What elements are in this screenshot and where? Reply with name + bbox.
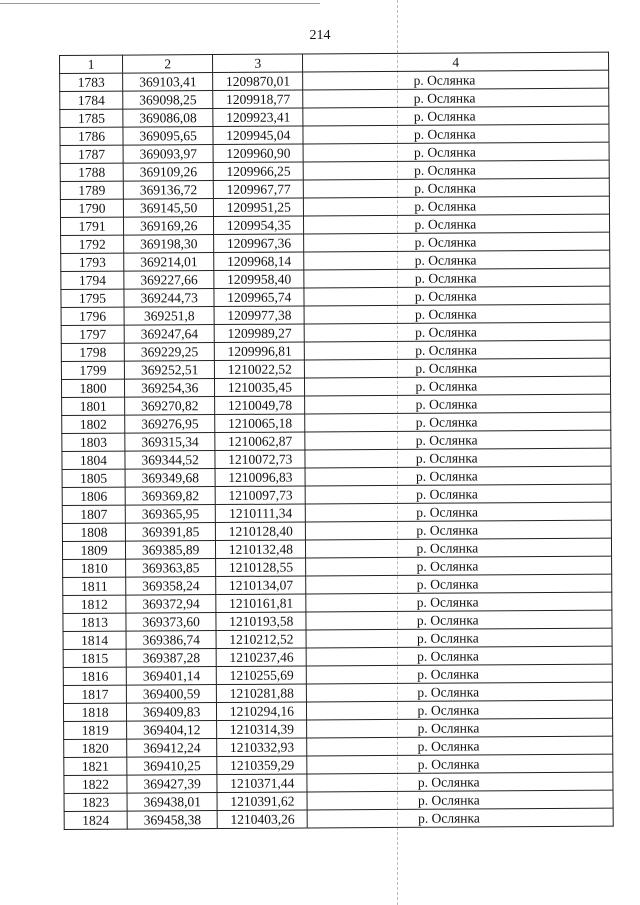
description-cell: р. Ослянка [307, 682, 613, 702]
y-coordinate-cell: 1210237,46 [216, 648, 306, 667]
y-coordinate-cell: 1209870,01 [213, 72, 303, 91]
point-number-cell: 1813 [63, 613, 126, 631]
point-number-cell: 1787 [60, 145, 123, 163]
y-coordinate-cell: 1209945,04 [213, 126, 303, 145]
y-coordinate-cell: 1210359,29 [217, 756, 307, 775]
description-cell: р. Ослянка [306, 538, 612, 558]
y-coordinate-cell: 1209967,36 [214, 234, 304, 253]
description-cell: р. Ослянка [305, 322, 611, 342]
x-coordinate-cell: 369363,85 [126, 559, 216, 578]
description-cell: р. Ослянка [305, 394, 611, 414]
x-coordinate-cell: 369136,72 [123, 181, 213, 200]
description-cell: р. Ослянка [306, 502, 612, 522]
description-cell: р. Ослянка [303, 70, 609, 90]
table-body [60, 70, 614, 829]
x-coordinate-cell: 369093,97 [123, 145, 213, 164]
description-cell: р. Ослянка [304, 160, 610, 180]
x-coordinate-cell: 369427,39 [127, 775, 217, 794]
coordinates-table [59, 52, 614, 830]
point-number-cell: 1791 [60, 217, 123, 235]
point-number-cell: 1788 [60, 163, 123, 181]
description-cell: р. Ослянка [304, 178, 610, 198]
y-coordinate-cell: 1210281,88 [217, 684, 307, 703]
x-coordinate-cell: 369109,26 [123, 163, 213, 182]
description-cell: р. Ослянка [308, 808, 614, 828]
y-coordinate-cell: 1209966,25 [213, 162, 303, 181]
y-coordinate-cell: 1210332,93 [217, 738, 307, 757]
x-coordinate-cell: 369169,26 [124, 217, 214, 236]
point-number-cell: 1811 [63, 577, 126, 595]
y-coordinate-cell: 1209967,77 [214, 180, 304, 199]
y-coordinate-cell: 1210022,52 [215, 360, 305, 379]
x-coordinate-cell: 369387,28 [126, 649, 216, 668]
x-coordinate-cell: 369247,64 [124, 325, 214, 344]
description-cell: р. Ослянка [307, 664, 613, 684]
y-coordinate-cell: 1210391,62 [217, 792, 307, 811]
x-coordinate-cell: 369400,59 [126, 685, 216, 704]
point-number-cell: 1800 [61, 379, 124, 397]
y-coordinate-cell: 1210161,81 [216, 594, 306, 613]
point-number-cell: 1806 [62, 487, 125, 505]
y-coordinate-cell: 1209958,40 [214, 270, 304, 289]
column-header-4: 4 [303, 52, 609, 72]
description-cell: р. Ослянка [304, 214, 610, 234]
x-coordinate-cell: 369276,95 [125, 415, 215, 434]
y-coordinate-cell: 1210371,44 [217, 774, 307, 793]
point-number-cell: 1809 [62, 541, 125, 559]
x-coordinate-cell: 369098,25 [123, 91, 213, 110]
x-coordinate-cell: 369385,89 [126, 541, 216, 560]
description-cell: р. Ослянка [304, 304, 610, 324]
description-cell: р. Ослянка [305, 376, 611, 396]
point-number-cell: 1796 [61, 307, 124, 325]
description-cell: р. Ослянка [304, 250, 610, 270]
point-number-cell: 1799 [61, 361, 124, 379]
point-number-cell: 1812 [63, 595, 126, 613]
description-cell: р. Ослянка [304, 286, 610, 306]
description-cell: р. Ослянка [307, 772, 613, 792]
x-coordinate-cell: 369438,01 [127, 793, 217, 812]
y-coordinate-cell: 1210314,39 [217, 720, 307, 739]
point-number-cell: 1817 [63, 685, 126, 703]
description-cell: р. Ослянка [305, 340, 611, 360]
x-coordinate-cell: 369270,82 [125, 397, 215, 416]
x-coordinate-cell: 369227,66 [124, 271, 214, 290]
description-cell: р. Ослянка [307, 736, 613, 756]
point-number-cell: 1785 [60, 109, 123, 127]
x-coordinate-cell: 369365,95 [125, 505, 215, 524]
description-cell: р. Ослянка [305, 466, 611, 486]
y-coordinate-cell: 1210065,18 [215, 414, 305, 433]
point-number-cell: 1794 [61, 271, 124, 289]
x-coordinate-cell: 369458,38 [127, 811, 217, 830]
point-number-cell: 1814 [63, 631, 126, 649]
y-coordinate-cell: 1210255,69 [217, 666, 307, 685]
point-number-cell: 1790 [60, 199, 123, 217]
column-header-1: 1 [60, 55, 123, 73]
description-cell: р. Ослянка [303, 106, 609, 126]
point-number-cell: 1802 [62, 415, 125, 433]
y-coordinate-cell: 1209989,27 [214, 324, 304, 343]
point-number-cell: 1793 [61, 253, 124, 271]
scan-artifact-top-line [0, 3, 320, 4]
point-number-cell: 1822 [64, 775, 127, 793]
description-cell: р. Ослянка [303, 124, 609, 144]
point-number-cell: 1783 [60, 73, 123, 91]
point-number-cell: 1815 [63, 649, 126, 667]
description-cell: р. Ослянка [305, 358, 611, 378]
x-coordinate-cell: 369358,24 [126, 577, 216, 596]
point-number-cell: 1820 [64, 739, 127, 757]
point-number-cell: 1808 [62, 523, 125, 541]
x-coordinate-cell: 369391,85 [125, 523, 215, 542]
y-coordinate-cell: 1210403,26 [217, 810, 307, 829]
y-coordinate-cell: 1209954,35 [214, 216, 304, 235]
y-coordinate-cell: 1210049,78 [215, 396, 305, 415]
description-cell: р. Ослянка [305, 448, 611, 468]
point-number-cell: 1804 [62, 451, 125, 469]
y-coordinate-cell: 1209960,90 [213, 144, 303, 163]
x-coordinate-cell: 369373,60 [126, 613, 216, 632]
description-cell: р. Ослянка [304, 232, 610, 252]
x-coordinate-cell: 369254,36 [125, 379, 215, 398]
point-number-cell: 1784 [60, 91, 123, 109]
description-cell: р. Ослянка [307, 700, 613, 720]
y-coordinate-cell: 1209951,25 [214, 198, 304, 217]
point-number-cell: 1786 [60, 127, 123, 145]
y-coordinate-cell: 1210072,73 [215, 450, 305, 469]
description-cell: р. Ослянка [304, 268, 610, 288]
y-coordinate-cell: 1210132,48 [216, 540, 306, 559]
y-coordinate-cell: 1210134,07 [216, 576, 306, 595]
y-coordinate-cell: 1209977,38 [214, 306, 304, 325]
x-coordinate-cell: 369145,50 [123, 199, 213, 218]
y-coordinate-cell: 1210111,34 [216, 504, 306, 523]
x-coordinate-cell: 369409,83 [127, 703, 217, 722]
x-coordinate-cell: 369412,24 [127, 739, 217, 758]
y-coordinate-cell: 1210128,55 [216, 558, 306, 577]
point-number-cell: 1797 [61, 325, 124, 343]
point-number-cell: 1792 [61, 235, 124, 253]
y-coordinate-cell: 1210193,58 [216, 612, 306, 631]
description-cell: р. Ослянка [304, 196, 610, 216]
description-cell: р. Ослянка [303, 88, 609, 108]
point-number-cell: 1824 [64, 811, 127, 829]
point-number-cell: 1818 [63, 703, 126, 721]
y-coordinate-cell: 1210294,16 [217, 702, 307, 721]
description-cell: р. Ослянка [306, 484, 612, 504]
y-coordinate-cell: 1210128,40 [216, 522, 306, 541]
x-coordinate-cell: 369369,82 [125, 487, 215, 506]
point-number-cell: 1805 [62, 469, 125, 487]
x-coordinate-cell: 369252,51 [124, 361, 214, 380]
table-row [64, 808, 613, 829]
column-header-2: 2 [123, 55, 213, 74]
x-coordinate-cell: 369251,8 [124, 307, 214, 326]
x-coordinate-cell: 369349,68 [125, 469, 215, 488]
point-number-cell: 1789 [60, 181, 123, 199]
description-cell: р. Ослянка [305, 430, 611, 450]
point-number-cell: 1819 [64, 721, 127, 739]
x-coordinate-cell: 369214,01 [124, 253, 214, 272]
x-coordinate-cell: 369401,14 [126, 667, 216, 686]
x-coordinate-cell: 369315,34 [125, 433, 215, 452]
x-coordinate-cell: 369404,12 [127, 721, 217, 740]
point-number-cell: 1823 [64, 793, 127, 811]
description-cell: р. Ослянка [307, 646, 613, 666]
x-coordinate-cell: 369386,74 [126, 631, 216, 650]
column-header-3: 3 [213, 54, 303, 73]
y-coordinate-cell: 1210062,87 [215, 432, 305, 451]
x-coordinate-cell: 369244,73 [124, 289, 214, 308]
point-number-cell: 1798 [61, 343, 124, 361]
description-cell: р. Ослянка [306, 592, 612, 612]
x-coordinate-cell: 369103,41 [123, 73, 213, 92]
description-cell: р. Ослянка [306, 628, 612, 648]
description-cell: р. Ослянка [306, 574, 612, 594]
point-number-cell: 1803 [62, 433, 125, 451]
point-number-cell: 1795 [61, 289, 124, 307]
description-cell: р. Ослянка [307, 790, 613, 810]
y-coordinate-cell: 1210035,45 [215, 378, 305, 397]
y-coordinate-cell: 1209996,81 [215, 342, 305, 361]
description-cell: р. Ослянка [306, 610, 612, 630]
y-coordinate-cell: 1210096,83 [215, 468, 305, 487]
y-coordinate-cell: 1209918,77 [213, 90, 303, 109]
x-coordinate-cell: 369344,52 [125, 451, 215, 470]
x-coordinate-cell: 369372,94 [126, 595, 216, 614]
y-coordinate-cell: 1209965,74 [214, 288, 304, 307]
description-cell: р. Ослянка [307, 718, 613, 738]
y-coordinate-cell: 1210097,73 [215, 486, 305, 505]
description-cell: р. Ослянка [307, 754, 613, 774]
point-number-cell: 1810 [63, 559, 126, 577]
point-number-cell: 1807 [62, 505, 125, 523]
description-cell: р. Ослянка [303, 142, 609, 162]
y-coordinate-cell: 1209968,14 [214, 252, 304, 271]
x-coordinate-cell: 369410,25 [127, 757, 217, 776]
x-coordinate-cell: 369198,30 [124, 235, 214, 254]
description-cell: р. Ослянка [306, 556, 612, 576]
y-coordinate-cell: 1209923,41 [213, 108, 303, 127]
description-cell: р. Ослянка [306, 520, 612, 540]
x-coordinate-cell: 369229,25 [124, 343, 214, 362]
point-number-cell: 1821 [64, 757, 127, 775]
point-number-cell: 1816 [63, 667, 126, 685]
y-coordinate-cell: 1210212,52 [216, 630, 306, 649]
point-number-cell: 1801 [62, 397, 125, 415]
description-cell: р. Ослянка [305, 412, 611, 432]
x-coordinate-cell: 369095,65 [123, 127, 213, 146]
page-number: 214 [309, 28, 331, 43]
x-coordinate-cell: 369086,08 [123, 109, 213, 128]
